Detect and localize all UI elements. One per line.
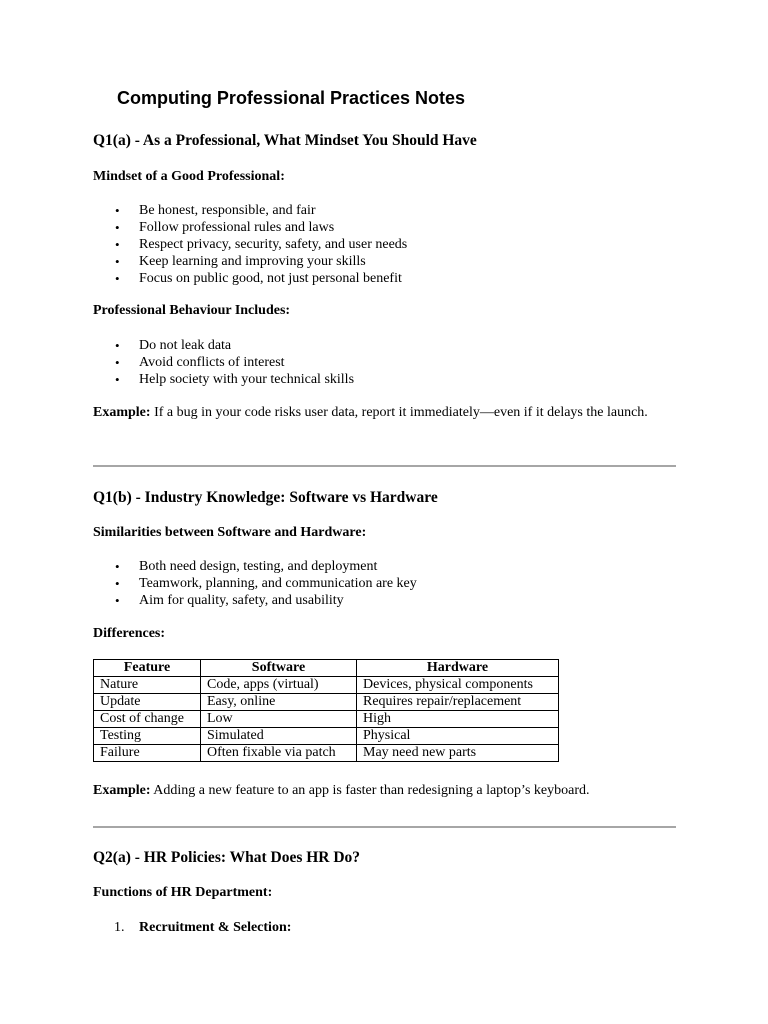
list-item: • Do not leak data xyxy=(115,338,232,353)
table-cell: Nature xyxy=(94,677,201,694)
list-item: • Focus on public good, not just personal benefit xyxy=(115,271,402,286)
list-item: • Follow professional rules and laws xyxy=(115,220,335,235)
section-divider xyxy=(93,465,676,467)
table-cell: Code, apps (virtual) xyxy=(201,677,357,694)
table-cell: Cost of change xyxy=(94,711,201,728)
bullet-icon: • xyxy=(115,576,120,591)
bullet-icon: • xyxy=(115,203,120,218)
example-label: Example: xyxy=(93,405,151,420)
table-cell: Simulated xyxy=(201,728,357,745)
document-title: Computing Professional Practices Notes xyxy=(116,88,466,108)
column-header-software: Software xyxy=(201,660,357,677)
bullet-icon: • xyxy=(115,372,120,387)
differences-table xyxy=(93,659,559,762)
q2a-heading: Q2(a) - HR Policies: What Does HR Do? xyxy=(93,849,361,866)
similarities-heading: Similarities between Software and Hardware: xyxy=(93,525,367,540)
differences-heading: Differences: xyxy=(93,626,166,641)
table-row xyxy=(94,677,559,694)
hr-functions-list xyxy=(93,919,291,936)
mindset-list xyxy=(93,202,407,287)
list-item: • Be honest, responsible, and fair xyxy=(115,203,316,218)
list-item: • Respect privacy, security, safety, and user needs xyxy=(115,237,408,252)
table-header-row xyxy=(94,660,559,677)
list-item: 1. Recruitment & Selection: xyxy=(114,920,292,935)
example-label: Example: xyxy=(93,783,151,798)
example-text: Adding a new feature to an app is faster than redesigning a laptop’s keyboard. xyxy=(150,783,590,798)
table-cell: Failure xyxy=(94,745,201,762)
table-cell: High xyxy=(357,711,559,728)
table-row xyxy=(94,711,559,728)
column-header-feature: Feature xyxy=(94,660,201,677)
example-text: If a bug in your code risks user data, report it immediately—even if it delays the launch. xyxy=(150,405,648,420)
bullet-icon: • xyxy=(115,338,120,353)
list-item: • Avoid conflicts of interest xyxy=(115,355,285,370)
bullet-icon: • xyxy=(115,559,120,574)
bullet-icon: • xyxy=(115,355,120,370)
behaviour-list xyxy=(93,337,354,388)
list-item: • Help society with your technical skills xyxy=(115,372,355,387)
table-cell: May need new parts xyxy=(357,745,559,762)
similarities-list xyxy=(93,558,417,609)
table-row xyxy=(94,694,559,711)
table-cell: Physical xyxy=(357,728,559,745)
list-item: • Teamwork, planning, and communication are key xyxy=(115,576,417,591)
bullet-icon: • xyxy=(115,220,120,235)
mindset-heading: Mindset of a Good Professional: xyxy=(93,169,285,184)
table-cell: Low xyxy=(201,711,357,728)
q1b-heading: Q1(b) - Industry Knowledge: Software vs Hardware xyxy=(93,489,438,506)
list-item: • Both need design, testing, and deployment xyxy=(115,559,378,574)
table-cell: Easy, online xyxy=(201,694,357,711)
list-item: • Keep learning and improving your skills xyxy=(115,254,366,269)
list-number: 1. xyxy=(114,920,125,935)
section-divider xyxy=(93,826,676,828)
table-row xyxy=(94,745,559,762)
q1b-example xyxy=(93,782,678,799)
q1a-heading: Q1(a) - As a Professional, What Mindset You Should Have xyxy=(93,132,477,149)
table-cell: Devices, physical components xyxy=(357,677,559,694)
table-row xyxy=(94,728,559,745)
column-header-hardware: Hardware xyxy=(357,660,559,677)
bullet-icon: • xyxy=(115,271,120,286)
list-item: • Aim for quality, safety, and usability xyxy=(115,593,344,608)
bullet-icon: • xyxy=(115,237,120,252)
hr-functions-heading: Functions of HR Department: xyxy=(93,885,273,900)
table-cell: Testing xyxy=(94,728,201,745)
behaviour-heading: Professional Behaviour Includes: xyxy=(93,303,291,318)
bullet-icon: • xyxy=(115,254,120,269)
table-cell: Requires repair/replacement xyxy=(357,694,559,711)
bullet-icon: • xyxy=(115,593,120,608)
table-cell: Often fixable via patch xyxy=(201,745,357,762)
table-cell: Update xyxy=(94,694,201,711)
q1a-example xyxy=(93,404,678,421)
